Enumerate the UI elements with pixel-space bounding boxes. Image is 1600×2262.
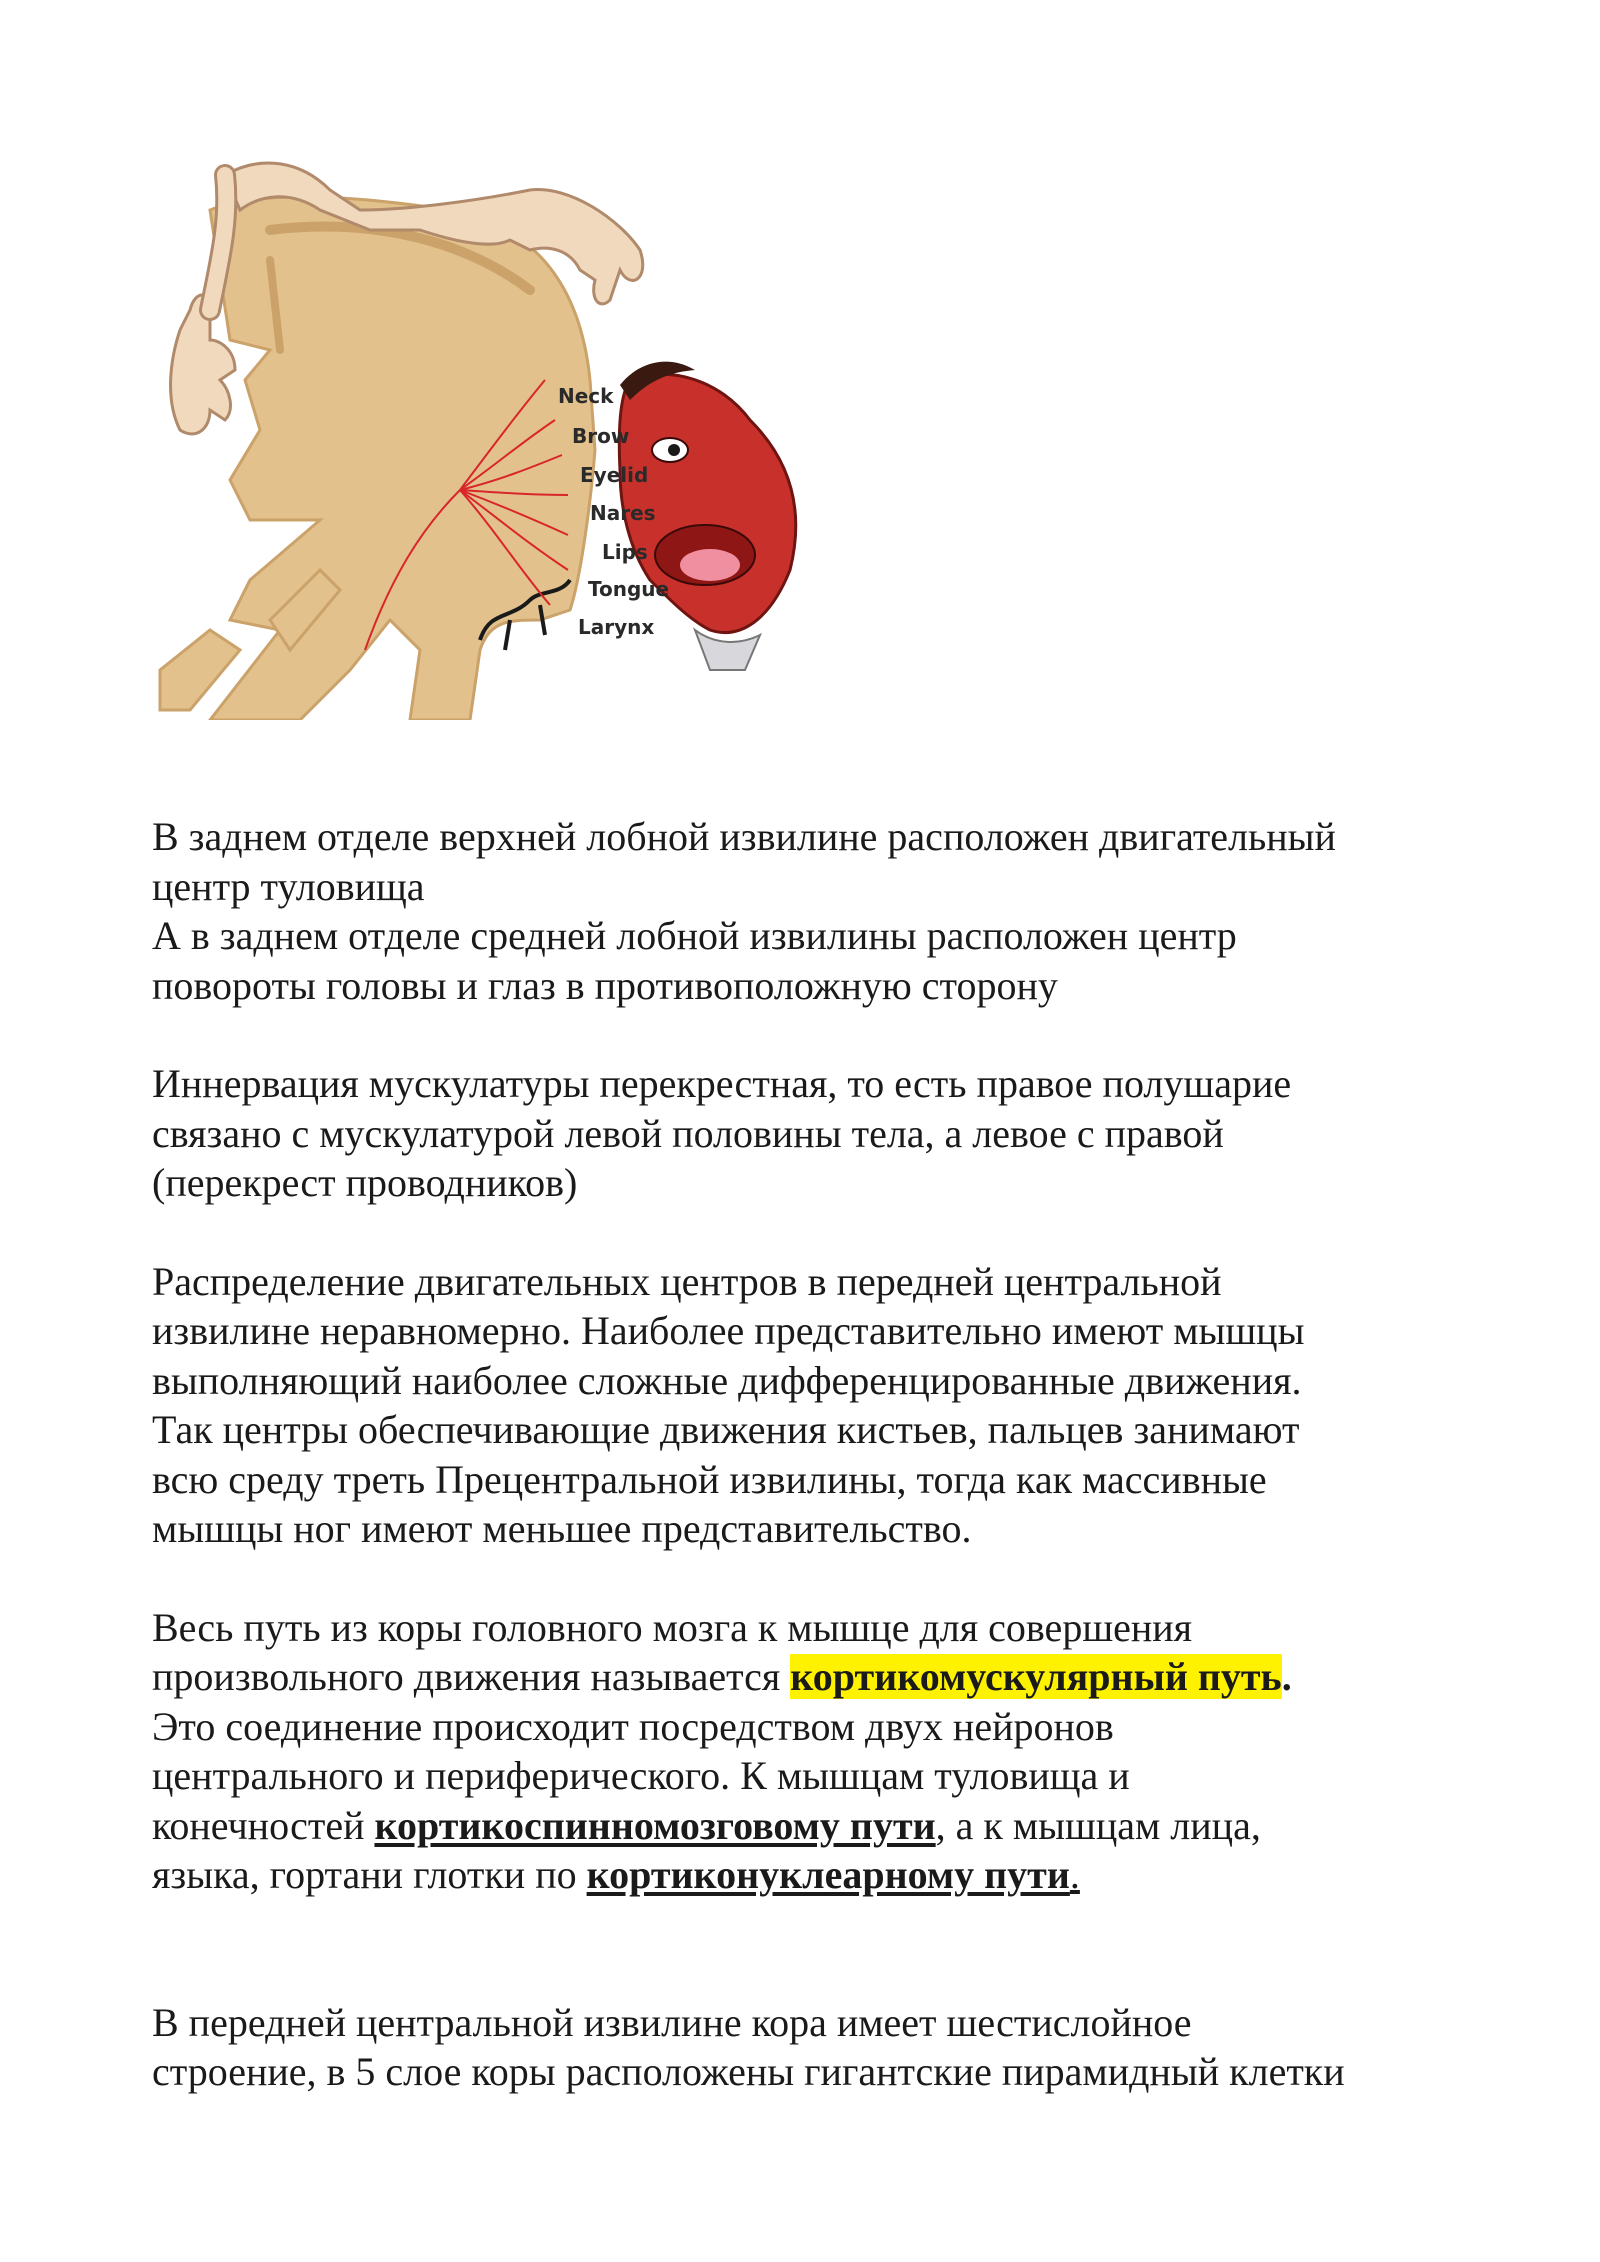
text-line: конечностей — [152, 1802, 375, 1848]
text-line: повороты головы и глаз в противоположную сторону — [152, 962, 1058, 1008]
text-line: Распределение двигательных центров в передней центральной — [152, 1258, 1222, 1304]
figure-label-lips: Lips — [602, 540, 648, 564]
text-line: Это соединение происходит посредством двух нейронов — [152, 1703, 1114, 1749]
underlined-term: кортикоспинномозговому пути — [374, 1802, 936, 1848]
figure-label-eyelid: Eyelid — [580, 463, 649, 487]
text-line: извилине неравномерно. Наиболее представительно имеют мышцы — [152, 1308, 1305, 1353]
figure-label-larynx: Larynx — [578, 615, 655, 639]
homunculus-illustration — [150, 150, 810, 720]
figure-label-tongue: Tongue — [588, 577, 670, 601]
text-line: мышцы ног имеют меньшее представительство. — [152, 1506, 972, 1551]
figure-label-brow: Brow — [572, 424, 630, 448]
paragraph-3 — [152, 1257, 1452, 1554]
text-line: языка, гортани глотки по — [152, 1852, 587, 1897]
figure-label-neck: Neck — [558, 384, 614, 408]
text-line: Иннервация мускулатуры перекрестная, то есть правое полушарие — [152, 1061, 1292, 1106]
text-line: А в заднем отделе средней лобной извилины расположен центр — [152, 913, 1237, 958]
text-line: центрального и периферического. К мышцам туловища и — [152, 1753, 1130, 1798]
underlined-term: кортиконуклеарному пути — [586, 1852, 1070, 1897]
figure-label-nares: Nares — [590, 501, 656, 525]
document-body — [152, 812, 1452, 2097]
text-line: связано с мускулатурой левой половины тела, а левое с правой — [152, 1110, 1224, 1156]
paragraph-gap — [152, 1208, 1452, 1257]
paragraph-gap — [152, 1010, 1452, 1059]
paragraph-gap — [152, 1554, 1452, 1603]
paragraph-5 — [152, 1998, 1452, 2097]
text-line: В передней центральной извилине кора имеет шестислойное — [152, 1999, 1192, 2045]
larynx-shape — [695, 630, 760, 670]
text-line: Весь путь из коры головного мозга к мышце для совершения — [152, 1604, 1193, 1650]
text-line: Так центры обеспечивающие движения кистьев, пальцев занимают — [152, 1407, 1300, 1452]
tongue-shape — [680, 549, 740, 581]
text-line: (перекрест проводников) — [152, 1160, 578, 1205]
text-line: всю среду треть Прецентральной извилины, тогда как массивные — [152, 1456, 1267, 1502]
text-punct: . — [1069, 1852, 1080, 1897]
paragraph-4 — [152, 1603, 1452, 1900]
text-punct: . — [1281, 1654, 1292, 1699]
paragraph-2 — [152, 1059, 1452, 1208]
paragraph-gap — [152, 1900, 1452, 1998]
paragraph-1 — [152, 812, 1452, 1010]
text-line: , а к мышцам лица, — [935, 1802, 1261, 1848]
text-line: произвольного движения называется — [152, 1654, 791, 1699]
text-line: строение, в 5 слое коры расположены гигантские пирамидный клетки — [152, 2049, 1345, 2094]
text-line: центр туловища — [152, 863, 425, 909]
text-line: В заднем отделе верхней лобной извилине расположен двигательный — [152, 814, 1336, 859]
sulcus-line — [505, 620, 510, 650]
text-line: выполняющий наиболее сложные дифференцированные движения. — [152, 1357, 1302, 1403]
pupil-shape — [668, 444, 680, 456]
highlighted-term: кортикомускулярный путь — [790, 1654, 1282, 1699]
homunculus-figure — [150, 150, 810, 720]
